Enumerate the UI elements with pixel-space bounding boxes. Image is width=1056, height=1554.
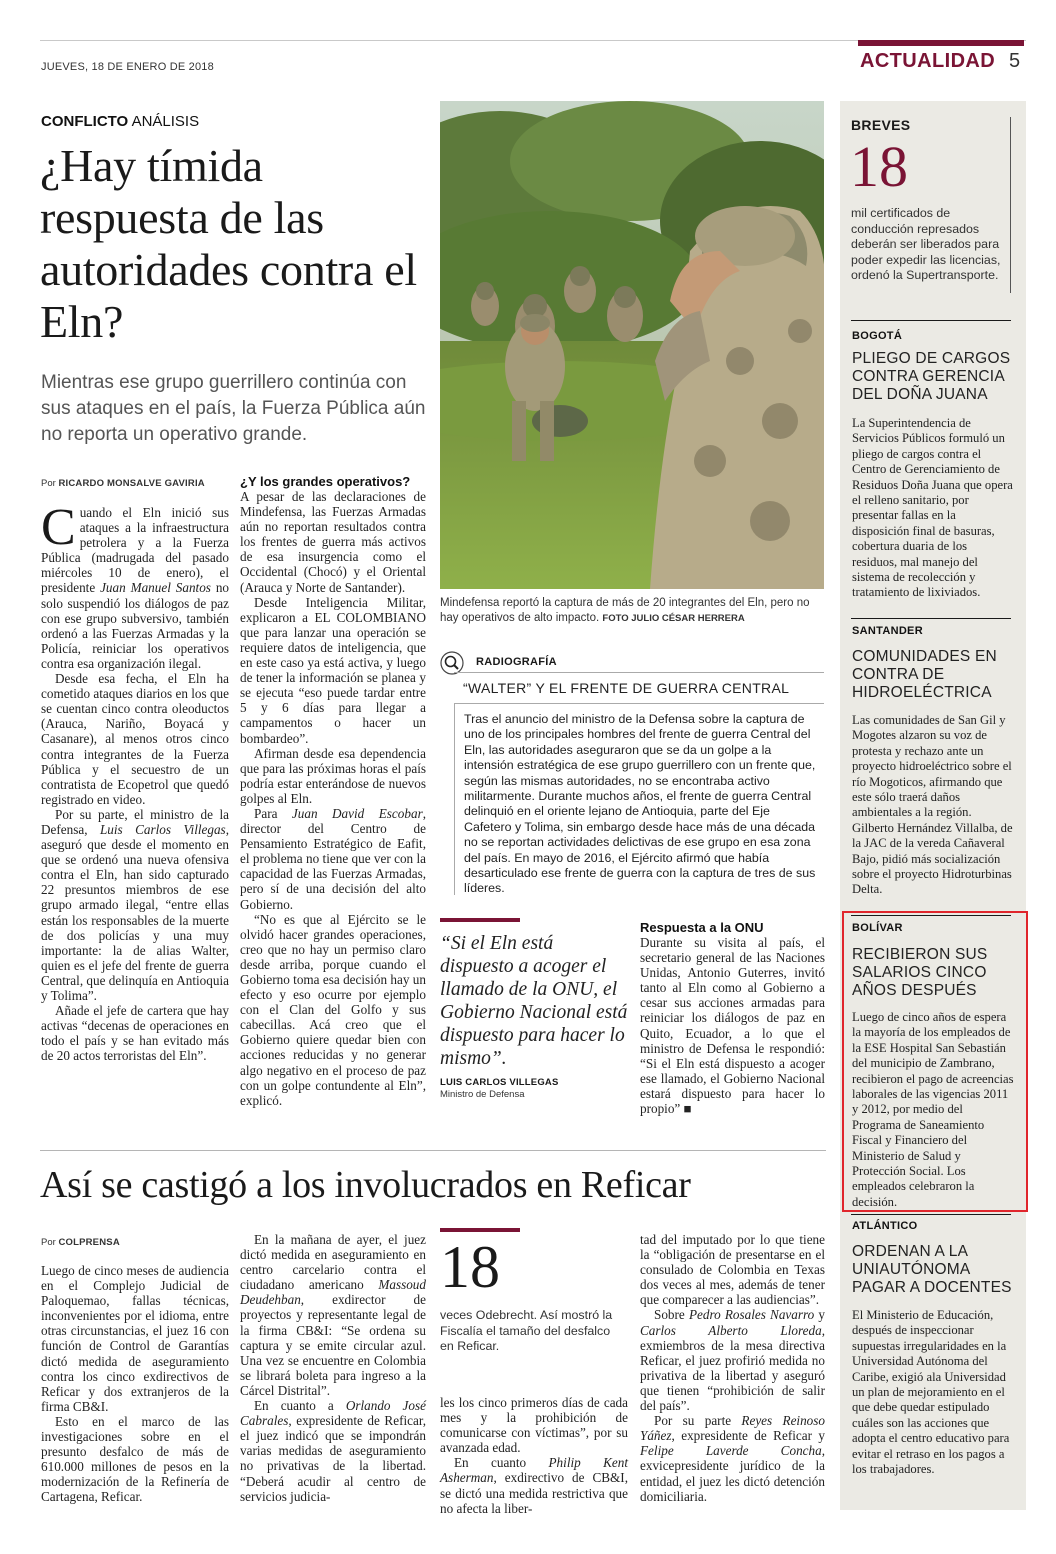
caption-text: Mindefensa reportó la captura de más de 20 integrantes del Eln, pero no hay operativos de alto impacto. [440,597,810,624]
brief-title[interactable]: COMUNIDADES EN CONTRA DE HIDROELÉCTRICA [852,648,997,701]
photo-credit: FOTO JULIO CÉSAR HERRERA [602,613,745,624]
subhead: ¿Y los grandes operativos? [240,474,411,489]
quote-role: Ministro de Defensa [440,1089,525,1100]
end-mark: ■ [683,1101,692,1117]
reficar-headline: Así se castigó a los involucrados en Reficar [40,1164,691,1206]
fact-text: veces Odebrecht. Así mostró la Fiscalía el tamaño del desfalco en Reficar. [440,1308,613,1353]
drop-cap: C [41,499,76,556]
byline-prefix: Por [41,478,56,489]
reficar-column-2 [240,1232,426,1504]
brief-place: SANTANDER [852,625,923,637]
brief-body: El Ministerio de Educación, después de inspeccionar supuestas irregularidades en la Universidad Autónoma del Caribe, exigió ala Universidad un plan de mejoramiento en el que debe quedar estipulado cuáles son las acciones que adopta el centro educativo para evitar el retraso en los pagos a los trabajadores. [852,1308,1010,1477]
brief-title[interactable]: PLIEGO DE CARGOS CONTRA GERENCIA DEL DOÑA JUANA [852,350,1011,403]
paragraph: Añade el jefe de cartera que hay activas “decenas de operaciones en todo el país y se han evitado más de 20 actos terroristas del Eln”. [41,1003,229,1064]
lead-column-1 [41,499,230,1064]
paragraph: Desde esa fecha, el Eln ha cometido ataques diarios en los que se cuentan cinco contra oleoductos (Arauca, Nariño, Boyacá y Casanare), al menos otros cinco contra integrantes de la Fuerza Pública y el secuestro de un contratista de Ecopetrol que quedó registrado en video. [41,671,229,807]
section-accent-bar [858,40,1024,46]
brief-place: BOLÍVAR [852,922,903,934]
radiografia-rule [454,672,824,673]
brief-body: Las comunidades de San Gil y Mogotes alzaron su voz de protesta y rechazo ante un proyecto hidroeléctrico sobre el río Mogoticos, afirmando que este sólo traerá daños ambientales a la región. Gilberto Hernández Villalba, de la JAC de la vereda Cañaveral Bajo, pidió más socialización sobre el proyecto Hidroturbinas Delta. [852,713,1013,897]
reficar-column-4 [640,1232,825,1504]
sidebar-rule [851,1214,1011,1215]
lead-headline: ¿Hay tímida respuesta de las autoridades contra el Eln? [40,140,417,347]
fact-number: 18 [440,1234,500,1300]
paragraph: Sobre Pedro Rosales Navarro y Carlos Alberto Lloreda, exmiembros de la mesa directiva Reficar, el juez profirió medida no privativa de la libertad y aseguró que tienen “prohibición de salir del país”. [640,1307,825,1414]
paragraph: les los cinco primeros días de cada mes y la prohibición de comunicarse con víctimas”, por su avanzada edad. [440,1395,628,1456]
radiografia-body: Tras el anuncio del ministro de la Defensa sobre la captura de uno de los principales hombres del frente de guerra Central del Eln, las autoridades aseguraron que se da un golpe a la intensión estratégica de ese grupo guerrillero con un frente que, según las mismas autoridades, no se encontraba activo militarmente. Durante muchos años, el frente de guerra Central delinquió en el oriente lejano de Antioquia, parte del Eje Cafetero y Tolima, sin embargo desde hace más de una década no se reportan actividades delictivas de ese grupo en esa zona del país. En mayo de 2016, el Ejército afirmó que había desarticulado ese frente de guerra con la captura de tres de sus líderes. [464,712,816,896]
paragraph: A pesar de las declaraciones de Mindefensa, las Fuerzas Armadas aún no reportan resultados contra los frentes de guerra más activos de esa insurgencia como el Occidental (Chocó) y el Oriental (Arauca y Norte de Santander). [240,489,426,595]
kicker-type: ANÁLISIS [131,113,200,130]
paragraph: Luego de cinco meses de audiencia en el Complejo Judicial de Paloquemao, fallas técnicas, inconvenientes por el idioma, entre otras circunstancias, el juez 16 con función de Control de Garantías dictó medida de aseguramiento contra los cinco exdirectivos de Reficar y dos extranjeros de la firma CB&I. [41,1263,229,1414]
lead-dek: Mientras ese grupo guerrillero continúa con sus ataques en el país, la Fuerza Pública aún no reporta un operativo grande. [41,372,426,445]
photo-caption [440,596,824,626]
lead-byline [41,478,205,489]
reficar-byline [41,1237,120,1248]
photo-illustration [440,101,824,589]
breves-number: 18 [850,134,908,199]
paragraph: “No es que al Ejército se le olvidó hacer grandes operaciones, creo que no hay un permiso claro desde arriba, porque cuando el Gobierno toma esa decisión hay un efecto y eso ocurre por ejemplo con el Clan del Golfo y sus cabecillas. Acá creo que el Gobierno quiere quedar bien con acciones reducidas y no generar algo negativo en el proceso de paz con un golpe contundente al Eln”, explicó. [240,911,426,1108]
paragraph: Desde Inteligencia Militar, explicaron a EL COLOMBIANO que para lanzar una operación se requiere datos de inteligencia, que en este caso ya está activa, y luego de tener la información se planea y se ejecuta “eso puede tardar entre 5 y 6 días para llegar a campamentos o hacer un bombardeo”. [240,594,426,746]
sidebar-rule [851,320,1011,321]
fact-accent-bar [440,1228,520,1232]
brief-body: Luego de cinco años de espera la mayoría de los empleados de la ESE Hospital San Sebastián del municipio de Zambrano, recibieron el pago de acreencias laborales de las vigencias 2011 y 2012, por medio del Programa de Saneamiento Fiscal y Financiero del Ministerio de Salud y Protección Social. Los empleados celebraron la decisión. [852,1010,1014,1209]
article-kicker [41,113,199,130]
page-number: 5 [1009,50,1021,72]
subhead: Respuesta a la ONU [640,920,764,935]
brief-place: ATLÁNTICO [852,1220,918,1232]
kicker-topic: CONFLICTO [41,113,129,130]
reficar-column-3 [440,1395,628,1516]
paragraph: Esto en el marco de las investigaciones sobre en el presunto desfalco de más de 610.000 millones de pesos en la modernización de la Refinería de Cartagena, Reficar. [41,1413,229,1505]
brief-title[interactable]: RECIBIERON SUS SALARIOS CINCO AÑOS DESPUÉS [852,946,988,999]
brief-body: La Superintendencia de Servicios Públicos formuló un pliego de cargos contra el Centro de Gerenciamiento de Residuos Doña Juana que opera el relleno sanitario, por presentar fallas en la disposición final de basuras, cobertura duaria de los residuos, mal manejo del sistema de recolección y tratamiento de lixiviados. [852,416,1013,600]
reficar-column-1 [41,1263,229,1505]
section-name[interactable]: ACTUALIDAD [860,50,996,72]
radiografia-label: RADIOGRAFÍA [476,656,557,668]
quote-attribution: LUIS CARLOS VILLEGAS [440,1077,559,1088]
paragraph: Cuando el Eln inició sus ataques a la infraestructura petrolera y a la Fuerza Pública (madrugada del pasado miércoles 10 de enero), el presidente Juan Manuel Santos no solo suspendió los diálogos de paz con ese grupo subversivo, también ordenó a las Fuerzas Armadas y la Policía, reiniciar los operativos contra esa organización ilegal. [41,499,230,671]
soldiers-photo [440,101,824,589]
paragraph: Por su parte, el ministro de la Defensa, Luis Carlos Villegas, aseguró que desde el momento en que se ordenó una nueva ofensiva contra el Eln, han sido capturado 22 presuntos miembros de ese grupo armado ilegal, “entre ellas están los responsables de la muerte de dos policías y una muy importante: la de alias Walter, quien es el jefe del frente de guerra Central, que delinquía en Antioquia y Tolima”. [41,806,229,1003]
paragraph: Afirman desde esa dependencia que para las próximas horas el país podría estar enterándose de nuevos golpes al Eln. [240,745,426,806]
brief-title[interactable]: ORDENAN A LA UNIAUTÓNOMA PAGAR A DOCENTES [852,1243,1012,1296]
paragraph: En cuanto a Orlando José Cabrales, expresidente de Reficar, el juez indicó que se impondrán varias medidas de aseguramiento no privativas de la libertad. “Deberá acudir al centro de servicios judicia- [240,1398,426,1504]
paragraph: En la mañana de ayer, el juez dictó medida en aseguramiento en centro carcelario contra el ciudadano americano Massoud Deudehban, exdirector de proyectos y representante legal de la firma CB&I: “Se ordena su captura y se emite circular azul. Una vez se encuentre en Colombia se librará boleta para ingreso a la Cárcel Distrital”. [240,1232,426,1398]
paragraph: tad del imputado por lo que tiene la “obligación de presentarse en el consulado de Colombia en Texas dos veces al mes, además de tener que comparecer a las audiencias”. [640,1232,825,1308]
radiografia-title: “WALTER” Y EL FRENTE DE GUERRA CENTRAL [463,680,790,696]
byline-prefix: Por [41,1237,56,1248]
breves-label: BREVES [851,117,911,133]
issue-date: JUEVES, 18 DE ENERO DE 2018 [41,61,214,73]
byline-author: RICARDO MONSALVE GAVIRIA [58,478,205,489]
brief-place: BOGOTÁ [852,330,903,342]
lead-column-2 [240,474,426,1108]
article-divider [40,1150,826,1151]
pull-quote: “Si el Eln está dispuesto a acoger el llamado de la ONU, el Gobierno Nacional está dispuesto para hacer lo mismo”. [440,933,628,1069]
paragraph: En cuanto Philip Kent Asherman, exdirectivo de CB&I, se dictó una medida restrictiva que no afecta la liber- [440,1455,628,1516]
paragraph: Para Juan David Escobar, director del Centro de Pensamiento Estratégico de Eafit, el problema no tiene que ver con la capacidad de las Fuerzas Armadas, pero sí de una decisión del alto Gobierno. [240,805,426,912]
paragraph: Durante su visita al país, el secretario general de las Naciones Unidas, Antonio Guterres, invitó tanto al Eln como al Gobierno a cesar sus acciones armadas para reiniciar los diálogos de paz en Quito, Ecuador, a lo que el ministro de Defensa le respondió: “Si el Eln está dispuesto a acoger ese llamado, el Gobierno Nacional estará dispuesto para hacer lo propio” ■ [640,935,825,1117]
breves-text: mil certificados de conducción represados deberán ser liberados para poder expedir las licencias, ordenó la Supertransporte. [851,206,1001,282]
quote-accent-bar [440,918,520,922]
sidebar-rule [851,618,1011,619]
highlight-box [842,911,1028,1212]
paragraph: Por su parte Reyes Reinoso Yáñez, expresidente de Reficar y Felipe Laverde Concha, exvicepresidente jurídico de la entidad, el juez les dictó detención domiciliaria. [640,1413,825,1504]
onu-column [640,920,825,1116]
byline-author: COLPRENSA [58,1237,120,1248]
